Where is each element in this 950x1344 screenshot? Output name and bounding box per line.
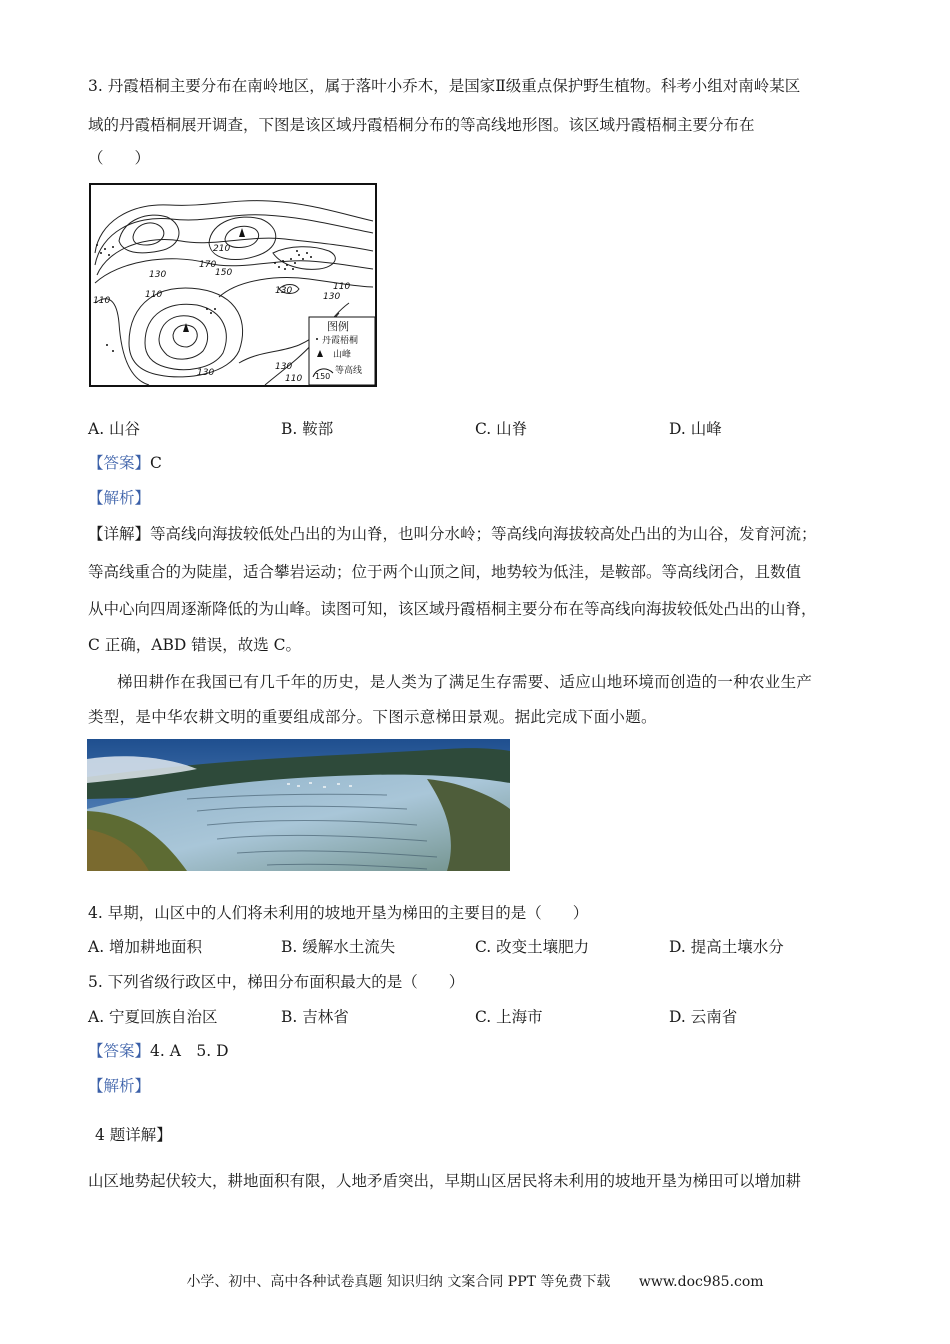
legend-contour-value: 150 [315, 372, 331, 381]
contour-label: 130 [275, 362, 293, 372]
terraced-field-photo [87, 739, 510, 871]
q5-option-b: B. 吉林省 [281, 1008, 349, 1026]
legend-title: 图例 [327, 320, 349, 333]
q3-answer [88, 452, 162, 474]
q3-stem-line2: 域的丹霞梧桐展开调查，下图是该区域丹霞梧桐分布的等高线地形图。该区域丹霞梧桐主要分布在 [88, 116, 755, 134]
q4-detail-tag: 4 题详解】 [95, 1126, 172, 1144]
q3-option-a: A. 山谷 [88, 420, 141, 438]
q5-option-a: A. 宁夏回族自治区 [88, 1008, 218, 1026]
q4-option-a: A. 增加耕地面积 [88, 938, 203, 956]
map-legend [309, 317, 375, 385]
q3-detail-line4: C 正确，ABD 错误，故选 C。 [88, 636, 302, 654]
q3-option-d: D. 山峰 [669, 420, 722, 438]
answer-value: 4. A 5. D [150, 1042, 229, 1060]
q45-analysis-tag: 【解析】 [88, 1077, 151, 1095]
answer-tag: 【答案】 [88, 1042, 151, 1060]
q4-detail-line1: 山区地势起伏较大，耕地面积有限，人地矛盾突出，早期山区居民将未利用的坡地开垦为梯田可以增加耕 [88, 1172, 802, 1190]
q4-stem: 4. 早期，山区中的人们将未利用的坡地开垦为梯田的主要目的是（ ） [88, 904, 589, 922]
footer-text: 小学、初中、高中各种试卷真题 知识归纳 文案合同 PPT 等免费下载 [186, 1274, 611, 1290]
intro-line1: 梯田耕作在我国已有几千年的历史，是人类为了满足生存需要、适应山地环境而创造的一种农业生产 [117, 673, 813, 691]
legend-peak: 山峰 [333, 350, 352, 360]
answer-value: C [150, 454, 162, 472]
legend-contour: 等高线 [335, 366, 363, 376]
contour-label: 130 [149, 270, 167, 280]
q3-detail-line3: 从中心向四周逐渐降低的为山峰。读图可知，该区域丹霞梧桐主要分布在等高线向海拔较低处凸出的山脊， [88, 600, 817, 618]
q3-detail-line2: 等高线重合的为陡崖，适合攀岩运动；位于两个山顶之间，地势较为低洼，是鞍部。等高线闭合，且数值 [88, 563, 802, 581]
contour-map [89, 183, 377, 387]
q4-option-c: C. 改变土壤肥力 [475, 938, 590, 956]
contour-label: 110 [93, 296, 111, 306]
q3-detail-line1 [88, 523, 817, 545]
intro-line2: 类型，是中华农耕文明的重要组成部分。下图示意梯田景观。据此完成下面小题。 [88, 708, 657, 726]
q4-option-b: B. 缓解水土流失 [281, 938, 396, 956]
detail-text: 等高线向海拔较低处凸出的为山脊，也叫分水岭；等高线向海拔较高处凸出的为山谷，发育河流； [150, 525, 817, 543]
q3-stem-line1: 3. 丹霞梧桐主要分布在南岭地区，属于落叶小乔木，是国家Ⅱ级重点保护野生植物。科考小组对南岭某区 [88, 77, 801, 95]
contour-label: 130 [197, 368, 215, 378]
contour-label: 110 [285, 374, 303, 384]
contour-label: 110 [145, 290, 163, 300]
contour-label: 130 [275, 286, 293, 296]
legend-tree: 丹霞梧桐 [322, 336, 359, 346]
contour-label: 210 [213, 244, 231, 254]
q5-stem: 5. 下列省级行政区中，梯田分布面积最大的是（ ） [88, 973, 465, 991]
q3-option-c: C. 山脊 [475, 420, 528, 438]
q5-option-c: C. 上海市 [475, 1008, 543, 1026]
q45-answer [88, 1040, 229, 1062]
answer-tag: 【答案】 [88, 454, 151, 472]
contour-label: 130 [323, 292, 341, 302]
page-footer [0, 1271, 950, 1291]
q3-blank: （ ） [88, 149, 151, 167]
q5-option-d: D. 云南省 [669, 1008, 738, 1026]
detail-tag: 【详解】 [88, 525, 151, 543]
q3-option-b: B. 鞍部 [281, 420, 334, 438]
q4-option-d: D. 提高土壤水分 [669, 938, 784, 956]
contour-label: 170 [199, 260, 217, 270]
q3-analysis-tag: 【解析】 [88, 489, 151, 507]
footer-url[interactable]: www.doc985.com [638, 1274, 764, 1290]
contour-label: 150 [215, 268, 233, 278]
contour-label: 110 [333, 282, 351, 292]
